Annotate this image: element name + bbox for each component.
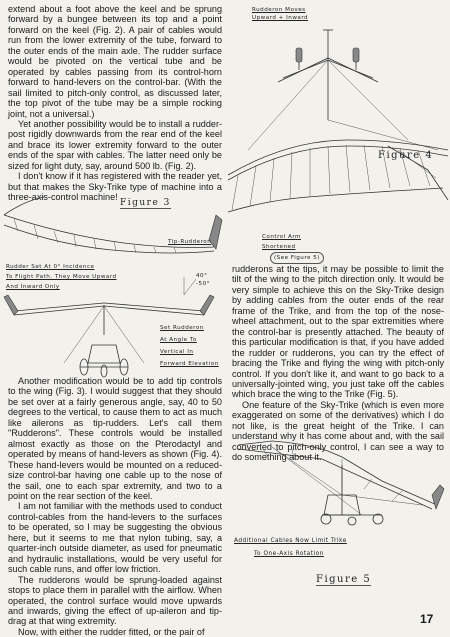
- col1-top-text: [8, 4, 222, 203]
- label-tip-rudderon: Tip-Rudderon: [168, 239, 212, 245]
- figure-5-caption: Figure 5: [316, 574, 372, 585]
- label-additional-cables: Additional Cables Now Limit Trike To One-Axis Rotation: [234, 538, 347, 557]
- label-angle: 40° -50°: [196, 273, 210, 287]
- paragraph: Now, with either the rudder fitted, or the pair of: [18, 626, 205, 637]
- col1-bottom-text: [8, 376, 222, 637]
- figure-4-illustration: [228, 0, 448, 230]
- paragraph: I don't know if it has registered with the reader yet, but that makes the Sky-Trike type of machine into a three-axis-control machine!: [8, 171, 222, 203]
- figure-4-caption: Figure 4: [378, 150, 434, 161]
- figure-5-illustration: [232, 425, 446, 535]
- paragraph: extend about a foot above the keel and be sprung forward by a bungee between its top and a point forward on the keel (Fig. 2). A pair of cables would run from the lower extremity of the tube, forward to the outer ends of the main axle. The rudder surface would be pivoted on the vertical tube and be operated by cables passing from its control-horn forward to hand-levers on the control-bar. (With the sail limited to pitch-only control, as discussed later, the top pivot of the tube may be a simple rocking joint, not a universal.): [8, 4, 222, 119]
- label-rudderon-moves: Rudderon Moves Upward + Inward: [252, 7, 309, 21]
- figure-3-caption: Figure 3: [120, 198, 171, 208]
- label-set-rudderon: Set Rudderon At Angle To Vertical In Forward Elevation: [160, 325, 219, 367]
- label-rudder-incidence: Rudder Set At 0° Incidence To Flight Path. They Move Upward And Inward Only: [6, 264, 117, 290]
- paragraph: I am not familiar with the methods used to conduct control-cables from the hand-levers to the surfaces to be operated, so I may be suggesting the obvious here, but it seems to me that nylon tubing, say, a quarter-inch outside diameter, as used for pneumatic and hydraulic installations, would be very useful for such cable runs, and offer low friction.: [8, 501, 222, 575]
- paragraph: One feature of the Sky-Trike (which is even more exaggerated on some of the derivatives) which I do not like, is the great height of the Trike. I can understand why it has come about and, with the sail converted to pitch-only control, I can see a way to do something about it.: [232, 399, 444, 463]
- paragraph: The rudderons would be sprung-loaded against stops to place them in parallel with the airflow. When operated, the control surface would move upwards and inwards, giving the effect of up-aileron and tip-drag at that wing extremity.: [8, 574, 222, 627]
- paragraph: rudderons at the tips, it may be possible to limit the tilt of the wing to the pitch direction only. It would be very simple to achieve this on the Sky-Trike design by adding cables from the outer ends of the rear frame of the Trike, and from the top of the nose-wheel attachment, out to the spar extremities where the control-bar is presently attached. The beauty of this particular modification is that, if you have added the rudder or rudderons, you can try the effect of bracing the Trike and flying the wing with pitch-only control. If you don't like it, and want to go back to a universally-jointed wing, you just take off the cables which brace the wing to the Trike (Fig. 5).: [232, 264, 444, 400]
- page-number: 17: [420, 612, 434, 626]
- label-control-arm: Control Arm Shortened (See Figure 5): [262, 232, 324, 264]
- paragraph: Another modification would be to add tip controls to the wing (Fig. 3). I would suggest that they should be set over at a fairly generous angle, say, 40 to 50 degrees to the vertical, to cause them to act as much like ailerons as tip-rudders. Let's call them "Rudderons". These controls would be installed almost exactly as those on the Pterodactyl and operated by means of hand-levers as shown (Fig. 4). These hand-levers would be mounted on a reduced-size control-bar having one cable up to the nose of the sail, one to each spar extremity, and two to a point on the rear section of the keel.: [8, 376, 222, 501]
- paragraph: Yet another possibility would be to install a rudder-post rigidly downwards from the rear end of the keel and brace its lower extremity forward to the outer ends of the spar with cables. The latter need only be sized for light duty, say, around 500 lb. (Fig. 2).: [8, 118, 222, 171]
